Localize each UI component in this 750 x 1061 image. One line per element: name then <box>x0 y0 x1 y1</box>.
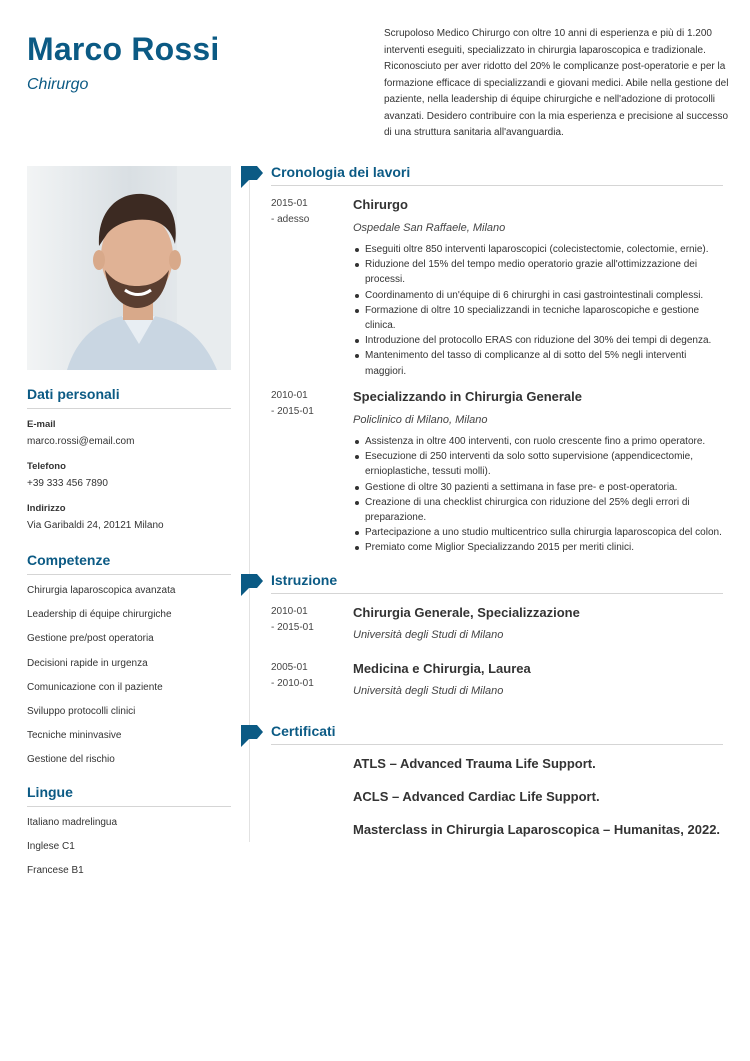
skill-item: Sviluppo protocolli clinici <box>27 705 136 717</box>
certificate-item: ACLS – Advanced Cardiac Life Support. <box>353 789 600 804</box>
list-item: Introduzione del protocollo ERAS con riduzione del 30% dei tempi di degenza. <box>353 333 725 348</box>
job-date: 2015-01 - adesso <box>271 198 310 225</box>
job-date: 2010-01 - 2015-01 <box>271 390 314 417</box>
address-label: Indirizzo <box>27 503 66 514</box>
languages-section <box>27 784 231 884</box>
list-item: Formazione di oltre 10 specializzandi in tecniche laparoscopiche e gestione clinica. <box>353 303 725 333</box>
profile-photo-image <box>27 166 231 370</box>
candidate-role: Chirurgo <box>27 76 89 93</box>
list-item: Assistenza in oltre 400 interventi, con ruolo crescente fino a primo operatore. <box>353 434 725 449</box>
skill-item: Comunicazione con il paziente <box>27 681 163 693</box>
certificate-item: ATLS – Advanced Trauma Life Support. <box>353 756 596 771</box>
skill-item: Decisioni rapide in urgenza <box>27 657 148 669</box>
section-flag-icon <box>241 725 263 747</box>
job-title: Specializzando in Chirurgia Generale <box>353 389 583 404</box>
list-item: Gestione di oltre 30 pazienti a settimana in fase pre- e post-operatoria. <box>353 480 725 495</box>
skill-item: Gestione pre/post operatoria <box>27 633 154 645</box>
education-date: 2010-01 - 2015-01 <box>271 606 314 633</box>
list-item: Coordinamento di un'équipe di 6 chirurghi in casi gastrointestinali complessi. <box>353 288 725 303</box>
email-label: E-mail <box>27 419 56 430</box>
personal-data-section <box>27 386 231 531</box>
skill-item: Tecniche mininvasive <box>27 730 122 742</box>
job-organization: Ospedale San Raffaele, Milano <box>353 222 506 234</box>
skill-item: Chirurgia laparoscopica avanzata <box>27 585 176 596</box>
education-institution: Università degli Studi di Milano <box>353 629 504 641</box>
email-value[interactable]: marco.rossi@email.com <box>27 436 135 447</box>
phone-label: Telefono <box>27 461 66 472</box>
skill-item: Leadership di équipe chirurgiche <box>27 609 172 621</box>
certificate-item: Masterclass in Chirurgia Laparoscopica – Humanitas, 2022. <box>353 822 721 837</box>
language-item: Italiano madrelingua <box>27 817 118 828</box>
address-value: Via Garibaldi 24, 20121 Milano <box>27 520 164 531</box>
list-item: Premiato come Miglior Specializzando 2015 per meriti clinici. <box>353 540 725 555</box>
skill-item: Gestione del rischio <box>27 754 115 766</box>
personal-data-title: Dati personali <box>27 386 231 409</box>
job-bullets <box>353 434 725 556</box>
job-bullets <box>353 242 725 379</box>
skills-section <box>27 552 231 773</box>
candidate-name: Marco Rossi <box>27 31 220 67</box>
skills-title: Competenze <box>27 552 231 575</box>
section-flag-icon <box>241 166 263 188</box>
experience-title: Cronologia dei lavori <box>271 164 723 186</box>
job-organization: Policlinico di Milano, Milano <box>353 414 488 426</box>
language-item: Inglese C1 <box>27 841 75 853</box>
education-title-item: Medicina e Chirurgia, Laurea <box>353 661 531 676</box>
education-institution: Università degli Studi di Milano <box>353 685 504 697</box>
certificates-title: Certificati <box>271 723 723 745</box>
list-item: Mantenimento del tasso di complicanze al di sotto del 5% negli interventi maggiori. <box>353 348 725 378</box>
profile-photo <box>27 166 231 370</box>
phone-value[interactable]: +39 333 456 7890 <box>27 478 108 489</box>
list-item: Creazione di una checklist chirurgica con riduzione del 25% degli errori di preparazione. <box>353 495 725 525</box>
list-item: Eseguiti oltre 850 interventi laparoscopici (colecistectomie, colectomie, ernie). <box>353 242 725 257</box>
profile-summary: Scrupoloso Medico Chirurgo con oltre 10 anni di esperienza e più di 1.200 interventi eseguiti, specializzato in chirurgia laparoscopica e tradizionale. Riconosciuto per aver ridotto del 20% le complicanze post-operatorie e per la formazione efficace di specializzandi e giovani medici. Abile nella gestione del paziente, nella leadership di équipe chirurgiche e nell'adozione di protocolli avanzati. Desidero contribuire con la mia esperienza e precisione al successo di una struttura sanitaria all'avanguardia. <box>384 28 729 138</box>
language-item: Francese B1 <box>27 865 84 877</box>
education-date: 2005-01 - 2010-01 <box>271 662 314 689</box>
languages-title: Lingue <box>27 784 231 807</box>
job-title: Chirurgo <box>353 197 408 212</box>
education-title: Istruzione <box>271 572 723 594</box>
list-item: Esecuzione di 250 interventi da solo sotto supervisione (appendicectomie, ernioplastiche, tessuti molli). <box>353 449 725 479</box>
section-flag-icon <box>241 574 263 596</box>
education-title-item: Chirurgia Generale, Specializzazione <box>353 605 580 620</box>
list-item: Riduzione del 15% del tempo medio operatorio grazie all'ottimizzazione dei processi. <box>353 257 725 287</box>
list-item: Partecipazione a uno studio multicentrico sulla chirurgia laparoscopica del colon. <box>353 525 725 540</box>
